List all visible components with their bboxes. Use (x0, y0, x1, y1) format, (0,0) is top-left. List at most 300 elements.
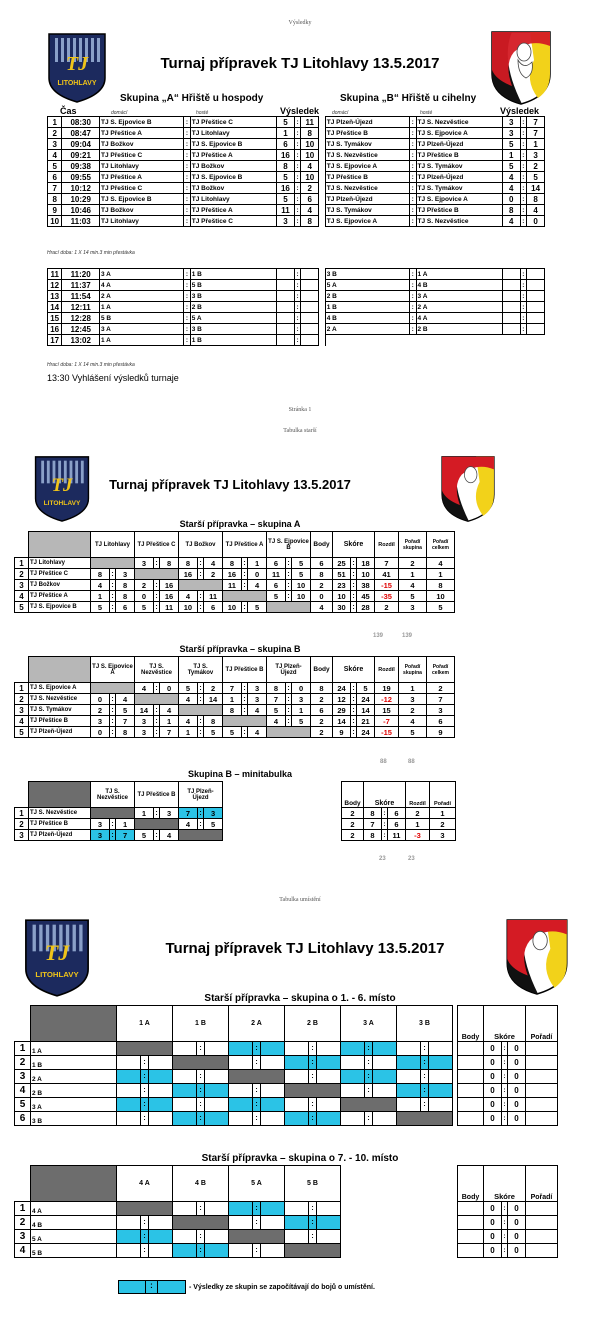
score-for: 16 (223, 569, 242, 580)
colon-sep: : (520, 183, 527, 194)
mini-table (14, 781, 223, 841)
placement-row (15, 1098, 453, 1112)
guest-team-b: TJ Plzeň-Újezd (416, 172, 502, 183)
score-for (117, 1244, 141, 1258)
score-against: 8 (116, 727, 135, 738)
colon-sep: : (409, 139, 416, 150)
match-time: 13:02 (62, 335, 100, 346)
goals-for: 0 (484, 1230, 502, 1244)
rank (526, 1056, 558, 1070)
column-header: TJ Přeštice B (223, 657, 267, 683)
colon-sep: : (111, 695, 114, 703)
colon-sep: : (243, 559, 246, 567)
score-home-a: 5 (277, 172, 295, 183)
placement-stats-row (458, 1112, 558, 1126)
score-against (261, 1042, 285, 1056)
colon-sep: : (141, 1230, 149, 1244)
colon-sep: : (199, 809, 202, 817)
colon-sep: : (520, 302, 527, 313)
placement-stats-row (458, 1098, 558, 1112)
page2-title: Turnaj přípravek TJ Litohlavy 13.5.2017 (109, 477, 351, 492)
score-for: 10 (179, 602, 198, 613)
score-for: 8 (91, 569, 110, 580)
colon-sep: : (111, 581, 114, 589)
diagonal-cell (223, 716, 267, 727)
colon-sep: : (184, 291, 191, 302)
legend (118, 1280, 375, 1294)
score-home-b (502, 302, 520, 313)
match-number: 13 (48, 291, 62, 302)
score-for (117, 1230, 141, 1244)
placement-match-row (48, 335, 545, 346)
colon-sep: : (199, 717, 202, 725)
colon-sep: : (409, 128, 416, 139)
colon-sep: : (409, 269, 416, 280)
colon-sep: : (502, 1230, 508, 1244)
colon-sep: : (294, 183, 301, 194)
points: 6 (311, 558, 333, 569)
col-rozdil: Rozdíl (375, 657, 399, 683)
diagonal-cell (91, 558, 135, 569)
colon-sep: : (294, 128, 301, 139)
score-for (397, 1042, 421, 1056)
home-team-b: TJ S. Nezvěstice (325, 183, 409, 194)
team-name: TJ Plzeň-Újezd (29, 830, 91, 841)
match-time: 08:30 (62, 117, 100, 128)
score-against: 4 (248, 580, 267, 591)
score-against: 6 (116, 602, 135, 613)
colon-sep: : (294, 172, 301, 183)
placement-row (15, 1216, 341, 1230)
score-home-a: 3 (277, 216, 295, 227)
colon-sep: : (502, 1056, 508, 1070)
rank-group: 1 (399, 683, 427, 694)
score-against: 4 (248, 727, 267, 738)
diagonal-cell (173, 1216, 229, 1230)
col-body: Body (458, 1006, 484, 1042)
guest-team-a: TJ S. Ejpovice B (190, 172, 276, 183)
score-against: 3 (204, 808, 223, 819)
guest-team-a: 3 B (190, 291, 276, 302)
team-name: 2 A (31, 1070, 117, 1084)
diagonal-cell (117, 1202, 173, 1216)
score-for: 8 (223, 705, 242, 716)
home-team-a: 4 A (100, 280, 184, 291)
spacer (319, 216, 326, 227)
colon-sep: : (155, 581, 158, 589)
colon-sep: : (365, 1042, 373, 1056)
score-home-b: 4 (502, 172, 520, 183)
colon-sep: : (155, 809, 158, 817)
score-for (285, 1202, 309, 1216)
score-for (285, 1098, 309, 1112)
goals-against: 0 (508, 1084, 526, 1098)
standings-table-a (14, 531, 455, 613)
rank-total: 4 (427, 558, 455, 569)
diagonal-cell (179, 830, 223, 841)
diagonal-cell (229, 1070, 285, 1084)
colon-sep: : (421, 1098, 429, 1112)
row-number: 3 (15, 580, 29, 591)
points (458, 1202, 484, 1216)
group-a-title: Skupina „A“ Hřiště u hospody (120, 93, 264, 104)
colon-sep: : (520, 313, 527, 324)
spacer (319, 335, 326, 346)
score-against: 0 (160, 683, 179, 694)
score-against: 7 (116, 716, 135, 727)
col-vysledek-a: Výsledek (280, 106, 320, 116)
colon-sep: : (409, 205, 416, 216)
match-row (48, 117, 545, 128)
colon-sep: : (409, 291, 416, 302)
column-header: TJ Plzeň-Újezd (267, 657, 311, 683)
points (458, 1084, 484, 1098)
colon-sep: : (421, 1042, 429, 1056)
score-for: 6 (267, 580, 286, 591)
spacer (319, 205, 326, 216)
spacer (319, 302, 326, 313)
goals-for: 24 (333, 683, 351, 694)
score-against: 8 (116, 580, 135, 591)
rank (526, 1042, 558, 1056)
rank-group: 5 (399, 591, 427, 602)
points: 2 (342, 808, 364, 819)
score-guest-a: 2 (301, 183, 319, 194)
score-guest-b: 7 (527, 128, 545, 139)
colon-sep: : (111, 570, 114, 578)
colon-sep: : (520, 205, 527, 216)
score-for (229, 1202, 253, 1216)
score-for (285, 1216, 309, 1230)
colon-sep: : (141, 1112, 149, 1126)
goals-against: 45 (357, 591, 375, 602)
colon-sep: : (294, 302, 301, 313)
score-against: 5 (292, 716, 311, 727)
column-header: TJ Plzeň-Újezd (179, 782, 223, 808)
score-for (229, 1216, 253, 1230)
mini-table-title: Skupina B – minitabulka (187, 769, 293, 779)
colon-sep: : (409, 302, 416, 313)
team-name: TJ Přeštice B (29, 819, 91, 830)
colon-sep: : (287, 592, 290, 600)
score-home-a: 16 (277, 183, 295, 194)
page1-header: Výsledky (288, 20, 312, 26)
col-skore: Skóre (333, 532, 375, 558)
spacer (319, 291, 326, 302)
row-number: 2 (15, 1056, 31, 1070)
colon-sep: : (184, 139, 191, 150)
col-body: Body (311, 532, 333, 558)
spacer (319, 172, 326, 183)
diagonal-cell (91, 683, 135, 694)
score-home-b (502, 313, 520, 324)
score-for: 2 (91, 705, 110, 716)
team-name: TJ Litohlavy (29, 558, 91, 569)
table-b-sum-2: 88 (408, 759, 415, 765)
colon-sep: : (253, 1216, 261, 1230)
goals-against: 6 (388, 819, 406, 830)
guest-team-b: TJ S. Nezvěstice (416, 216, 502, 227)
score-against (205, 1244, 229, 1258)
match-number: 9 (48, 205, 62, 216)
score-against: 3 (160, 808, 179, 819)
colon-sep: : (243, 570, 246, 578)
rank-group: 4 (399, 716, 427, 727)
schedule-table-placement (47, 268, 545, 346)
score-against (149, 1230, 173, 1244)
match-number: 16 (48, 324, 62, 335)
colon-sep: : (197, 1202, 205, 1216)
goals-against: 18 (357, 558, 375, 569)
standings-row (15, 591, 455, 602)
score-home-a (277, 280, 295, 291)
spacer (319, 313, 326, 324)
page1-footer: Stránka 1 (288, 407, 312, 413)
score-for (229, 1244, 253, 1258)
goals-against: 6 (388, 808, 406, 819)
colon-sep: : (383, 820, 386, 828)
colon-sep: : (199, 684, 202, 692)
column-header: 2 A (229, 1006, 285, 1042)
home-team-b: TJ S. Ejpovice A (325, 161, 409, 172)
match-time: 09:04 (62, 139, 100, 150)
standings-row (15, 727, 455, 738)
colon-sep: : (352, 581, 355, 589)
score-against (261, 1056, 285, 1070)
diagonal-cell (179, 705, 223, 716)
score-home-b: 3 (502, 128, 520, 139)
rank-group: 5 (399, 727, 427, 738)
score-home-b: 0 (502, 194, 520, 205)
guest-team-b: TJ S. Ejpovice A (416, 194, 502, 205)
blank-corner (15, 1006, 31, 1042)
placement-row (15, 1112, 453, 1126)
points: 8 (311, 683, 333, 694)
column-header: TJ Přeštice C (135, 532, 179, 558)
score-against: 3 (292, 694, 311, 705)
row-number: 5 (15, 1098, 31, 1112)
colon-sep: : (309, 1070, 317, 1084)
rank-group: 4 (399, 580, 427, 591)
colon-sep: : (287, 559, 290, 567)
empty-cell (409, 335, 416, 346)
score-guest-a (301, 335, 319, 346)
goals-against: 14 (357, 705, 375, 716)
score-for: 16 (179, 569, 198, 580)
col-rozdil: Rozdíl (406, 782, 430, 808)
home-team-a: TJ Přeštice C (100, 150, 184, 161)
score-for: 4 (91, 580, 110, 591)
page3-header: Tabulka umístění (279, 897, 321, 903)
score-guest-a: 4 (301, 205, 319, 216)
score-guest-b (527, 269, 545, 280)
score-home-a: 5 (277, 194, 295, 205)
column-header: TJ S. Ejpovice A (91, 657, 135, 683)
score-against: 8 (204, 716, 223, 727)
score-for: 4 (179, 716, 198, 727)
colon-sep: : (141, 1070, 149, 1084)
goals-for: 0 (484, 1202, 502, 1216)
colon-sep: : (155, 728, 158, 736)
score-guest-b (527, 280, 545, 291)
score-for: 4 (135, 683, 154, 694)
score-for (229, 1042, 253, 1056)
mini-sum-2: 23 (408, 856, 415, 862)
goal-difference: 7 (375, 558, 399, 569)
home-team-b: 3 B (325, 269, 409, 280)
guest-team-b: TJ S. Ejpovice A (416, 128, 502, 139)
score-guest-a (301, 324, 319, 335)
home-team-b: 2 A (325, 324, 409, 335)
colon-sep: : (309, 1230, 317, 1244)
column-header: TJ S. Ejpovice B (267, 532, 311, 558)
score-guest-a: 11 (301, 117, 319, 128)
score-against (261, 1244, 285, 1258)
score-for: 7 (179, 808, 198, 819)
match-row (48, 205, 545, 216)
home-team-a: TJ S. Ejpovice B (100, 117, 184, 128)
score-against (205, 1084, 229, 1098)
home-team-a: TJ Litohlavy (100, 216, 184, 227)
goals-for: 0 (484, 1084, 502, 1098)
page3-title: Turnaj přípravek TJ Litohlavy 13.5.2017 (165, 940, 445, 957)
score-for: 3 (91, 716, 110, 727)
placement-stats-row (458, 1056, 558, 1070)
colon-sep: : (294, 205, 301, 216)
home-team-a: TJ Božkov (100, 205, 184, 216)
header-row (15, 657, 455, 683)
colon-sep: : (352, 570, 355, 578)
score-for (173, 1230, 197, 1244)
guest-team-b: 4 B (416, 280, 502, 291)
points: 2 (311, 580, 333, 591)
goals-against: 0 (508, 1202, 526, 1216)
score-for (117, 1084, 141, 1098)
goals-for: 0 (484, 1244, 502, 1258)
column-header: TJ Litohlavy (91, 532, 135, 558)
score-for: 5 (223, 727, 242, 738)
team-name: TJ Božkov (29, 580, 91, 591)
rank: 1 (430, 808, 456, 819)
standings-row (15, 683, 455, 694)
points (458, 1244, 484, 1258)
rank: 2 (430, 819, 456, 830)
goals-against: 0 (508, 1042, 526, 1056)
col-body: Body (311, 657, 333, 683)
score-against (149, 1070, 173, 1084)
colon-sep: : (409, 117, 416, 128)
colon-sep: : (520, 216, 527, 227)
match-number: 10 (48, 216, 62, 227)
score-against (317, 1056, 341, 1070)
guest-team-b: TJ S. Tymákov (416, 183, 502, 194)
score-guest-b: 1 (527, 139, 545, 150)
goals-for: 0 (484, 1056, 502, 1070)
points (458, 1070, 484, 1084)
colon-sep: : (502, 1084, 508, 1098)
placement-row (15, 1202, 341, 1216)
team-name: TJ S. Nezvěstice (29, 694, 91, 705)
score-against: 11 (204, 591, 223, 602)
colon-sep: : (111, 706, 114, 714)
guest-team-b: TJ S. Nezvěstice (416, 117, 502, 128)
diagonal-cell (173, 1056, 229, 1070)
colon-sep: : (253, 1056, 261, 1070)
row-number: 5 (15, 727, 29, 738)
points: 2 (342, 819, 364, 830)
colon-sep: : (184, 205, 191, 216)
group-b-title: Skupina „B“ Hřiště u cihelny (340, 93, 477, 104)
score-for: 8 (223, 558, 242, 569)
score-for: 0 (91, 694, 110, 705)
score-home-a (277, 313, 295, 324)
standings-table-b (14, 656, 455, 738)
score-against: 10 (292, 591, 311, 602)
match-time: 12:28 (62, 313, 100, 324)
score-against (149, 1112, 173, 1126)
col-poradi: Pořadí (526, 1006, 558, 1042)
colon-sep: : (309, 1216, 317, 1230)
match-row (48, 172, 545, 183)
guest-team-a: TJ Přeštice C (190, 117, 276, 128)
empty-cell (416, 335, 502, 346)
col-domaci-a: domácí (111, 110, 128, 116)
score-against: 3 (116, 569, 135, 580)
rank-total: 9 (427, 727, 455, 738)
guest-team-a: TJ Božkov (190, 161, 276, 172)
match-time: 09:38 (62, 161, 100, 172)
diagonal-cell (179, 580, 223, 591)
colon-sep: : (287, 570, 290, 578)
colon-sep: : (197, 1230, 205, 1244)
goals-against: 21 (357, 716, 375, 727)
colon-sep: : (199, 592, 202, 600)
row-number: 2 (15, 819, 29, 830)
row-number: 4 (15, 1084, 31, 1098)
rank-group: 3 (399, 694, 427, 705)
score-guest-b (527, 302, 545, 313)
row-number: 3 (15, 705, 29, 716)
score-guest-a (301, 313, 319, 324)
score-home-b: 4 (502, 183, 520, 194)
colon-sep: : (184, 280, 191, 291)
match-time: 11:20 (62, 269, 100, 280)
goals-for: 51 (333, 569, 351, 580)
colon-sep: : (155, 559, 158, 567)
colon-sep: : (243, 706, 246, 714)
points: 2 (342, 830, 364, 841)
score-for (229, 1084, 253, 1098)
colon-sep: : (243, 684, 246, 692)
match-row (48, 128, 545, 139)
colon-sep: : (409, 324, 416, 335)
score-for (173, 1202, 197, 1216)
goals-for: 30 (333, 602, 351, 613)
guest-team-a: 1 B (190, 269, 276, 280)
colon-sep: : (141, 1098, 149, 1112)
placement-match-row (48, 280, 545, 291)
diagonal-cell (267, 602, 311, 613)
score-against (205, 1230, 229, 1244)
colon-sep: : (287, 581, 290, 589)
score-guest-a (301, 302, 319, 313)
score-for (229, 1112, 253, 1126)
svg-text:TJ: TJ (51, 474, 73, 496)
score-for: 11 (223, 580, 242, 591)
score-against (205, 1112, 229, 1126)
score-against: 4 (204, 558, 223, 569)
score-guest-a (301, 280, 319, 291)
